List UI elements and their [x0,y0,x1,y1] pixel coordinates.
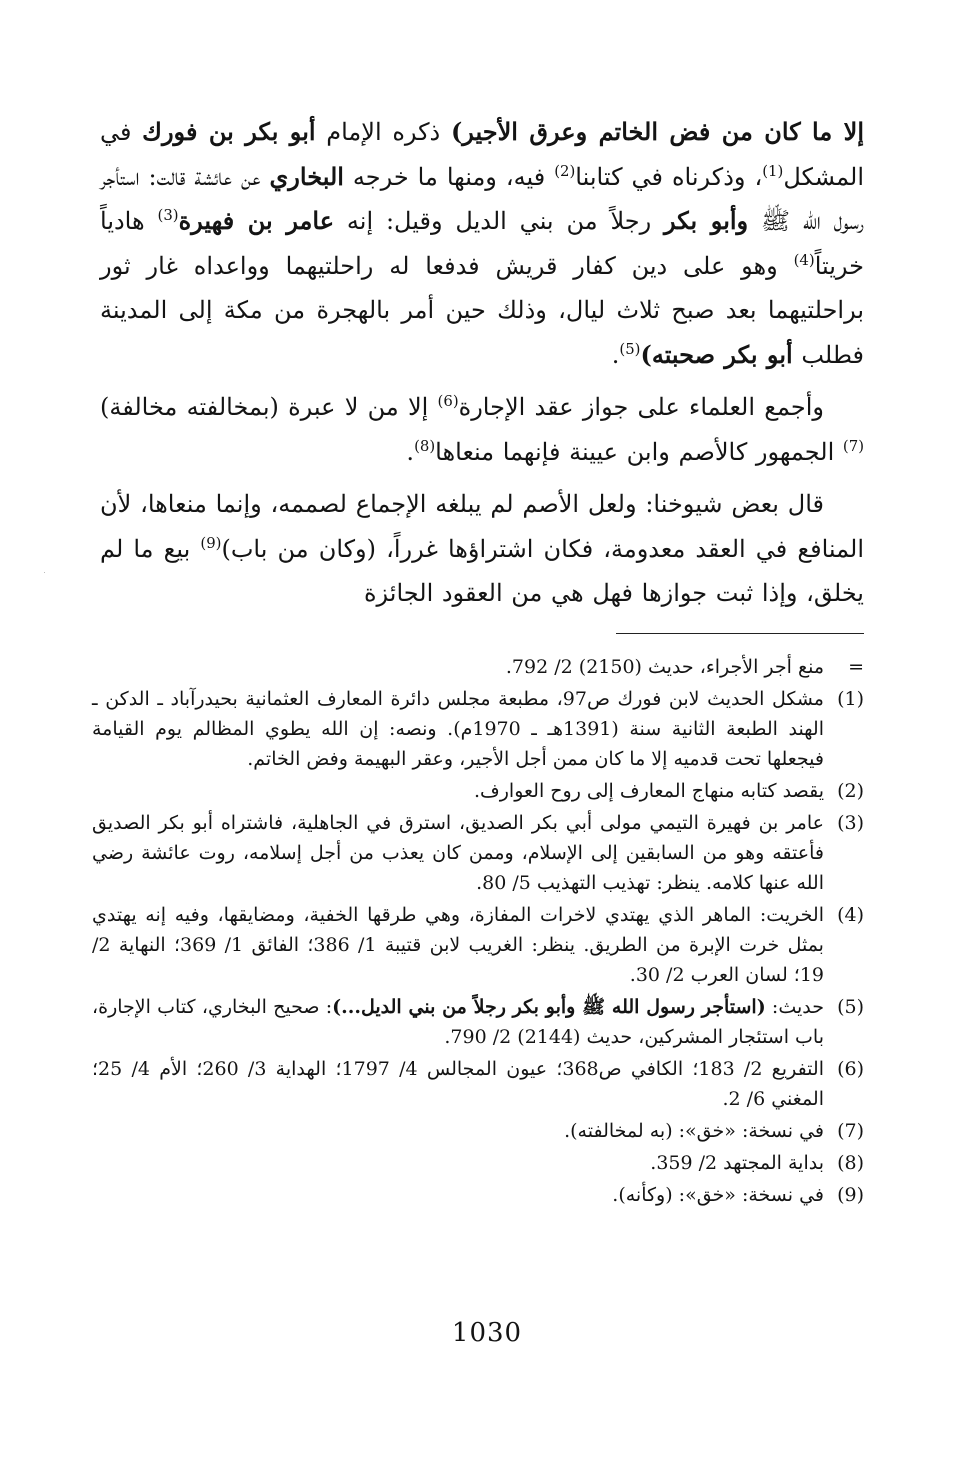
footnote-text [92,992,824,1052]
footnote-ref[interactable]: (5) [619,339,641,358]
footnote-text: الخريت: الماهر الذي يهتدي لاخرات المفازة، وهي طرقها الخفية، ومضايقها، وفيه إنه يهتدي بمثل خرت الإبرة من الطريق. ينظر: الغريب لابن قتيبة 1/ 386؛ الفائق 1/ 369؛ النهاية 2/ 19؛ لسان العرب 2/ 30. [92,904,824,986]
footnote-7 [92,1116,864,1146]
footnote-continued [92,652,864,682]
text-run: رجلاً من بني الديل وقيل: إنه [334,207,665,235]
text-run: هادياً خريتاً [100,207,864,280]
footnote-ref[interactable]: (7) [842,436,864,455]
text-run: فيه، ومنها ما خرجه [343,162,555,191]
text-run: حديث: [765,996,825,1018]
footnote-number: (7) [837,1120,864,1142]
footnote-ref[interactable]: (4) [793,250,815,269]
footnote-ref[interactable]: (6) [437,392,459,410]
footnote-8 [92,1148,864,1178]
footnote-text: التفريع 2/ 183؛ الكافي ص368؛ عيون المجالس 4/ 1797؛ الهداية 3/ 260؛ الأم 4/ 25؛ المغني 6/ 2. [92,1058,824,1110]
footnote-text: في نسخة: «خق»: (به لمخالفته). [564,1120,824,1142]
footnote-ref[interactable]: (9) [200,533,222,552]
footnote-number: (3) [837,812,864,834]
footnote-4 [92,900,864,990]
text-run: ذكره الإمام [315,118,451,146]
footnote-number: (8) [837,1152,864,1174]
footnotes [92,652,864,1212]
bold-phrase: أبو بكر صحبته) [640,339,793,369]
footnote-number: (2) [837,780,864,802]
text-run: ، وذكرناه في كتابنا [575,162,763,191]
text-run: عن عائشة قالت: استأجر رسول الله ﷺ [100,162,864,235]
footnote-text: عامر بن فهيرة التيمي مولى أبي بكر الصديق، استرق في الجاهلية، فاشتراه أبو بكر الصديق فأعتقه وهو من السابقين إلى الإسلام، وممن كان يعذب من أجل إسلامه، روت عائشة رضي الله عنها كلامه. ينظر: تهذيب التهذيب 5/ 80. [92,812,824,894]
text-run: وأجمع العلماء على جواز عقد الإجارة [458,393,824,421]
footnote-ref[interactable]: (3) [157,206,179,224]
footnote-text: في نسخة: «خق»: (وكأنه). [612,1184,824,1206]
text-run: إلا من لا عبرة (بمخالفته مخالفة) [100,393,438,421]
footnote-text: بداية المجتهد 2/ 359. [650,1152,824,1174]
footnote-6 [92,1054,864,1114]
paragraph-2 [100,385,864,474]
text-run: وهو على دين كفار قريش فدفعا له راحلتيهما وواعداه غار ثور براحلتيهما بعد صبح ثلاث ليال، وذلك حين أمر بالهجرة من مكة إلى المدينة فطلب [100,251,864,369]
text-run: قال بعض شيوخنا: ولعل الأصم لم يبلغه الإجماع لصممه، وإنما منعاها، لأن المنافع في العقد معدومة، فكان اشتراؤها غرراً، (وكان من باب) [100,490,864,563]
bold-name: وأبو بكر [664,206,749,235]
footnote-ref[interactable]: (2) [554,161,576,180]
footnote-number: (6) [837,1058,864,1080]
text-run: الجمهور كالأصم وابن عيينة فإنهما منعاها [435,437,843,466]
bold-phrase: إلا ما كان من فض الخاتم وعرق الأجير) [450,117,864,146]
footnote-9 [92,1180,864,1210]
footnote-3 [92,808,864,898]
footnote-number: (5) [837,996,864,1018]
text-run: . [406,437,415,466]
footnote-text: مشكل الحديث لابن فورك ص97، مطبعة مجلس دائرة المعارف العثمانية بحيدرآباد ـ الدكن ـ الهند الطبعة الثانية سنة (1391هـ ـ 1970م). ونصه: إن الله يطوي المظالم يوم القيامة فيجعلها تحت قدميه إلا ما كان ممن أجل الأجير، وعقر البهيمة وفض الخاتم. [92,688,824,770]
footnote-number: (9) [837,1184,864,1206]
main-text [100,110,864,616]
bold-hadith: (استأجر رسول الله ﷺ وأبو بكر رجلاً من بني الديل...) [332,996,766,1018]
footnote-divider [616,633,864,634]
footnote-ref[interactable]: (1) [762,161,784,180]
paragraph-3 [100,482,864,616]
text-run: بيع ما لم يخلق، وإذا ثبت جوازها فهل هي من العقود الجائزة [100,534,864,607]
bold-name: عامر بن فهيرة [178,206,335,235]
bold-name: أبو بكر بن فورك [142,117,316,146]
text-run: . [611,340,620,369]
page-number: 1030 [451,1318,523,1348]
footnote-2 [92,776,864,806]
footnote-number: (1) [837,688,864,710]
text-run: : صحيح البخاري، كتاب الإجارة، باب استئجار المشركين، حديث (2144) 2/ 790. [92,996,824,1048]
footnote-ref[interactable]: (8) [414,436,436,455]
footnote-number: (4) [837,904,864,926]
scan-mark [44,572,45,573]
footnote-5 [92,992,864,1052]
paragraph-1 [100,110,864,377]
footnote-1 [92,684,864,774]
footnote-text: منع أجر الأجراء، حديث (2150) 2/ 792. [505,656,824,678]
bold-name: البخاري [269,161,344,191]
footnote-number: = [848,656,864,678]
footnote-text: يقصد كتابه منهاج المعارف إلى روح العوارف. [474,780,824,802]
text-run: في المشكل [100,118,865,191]
